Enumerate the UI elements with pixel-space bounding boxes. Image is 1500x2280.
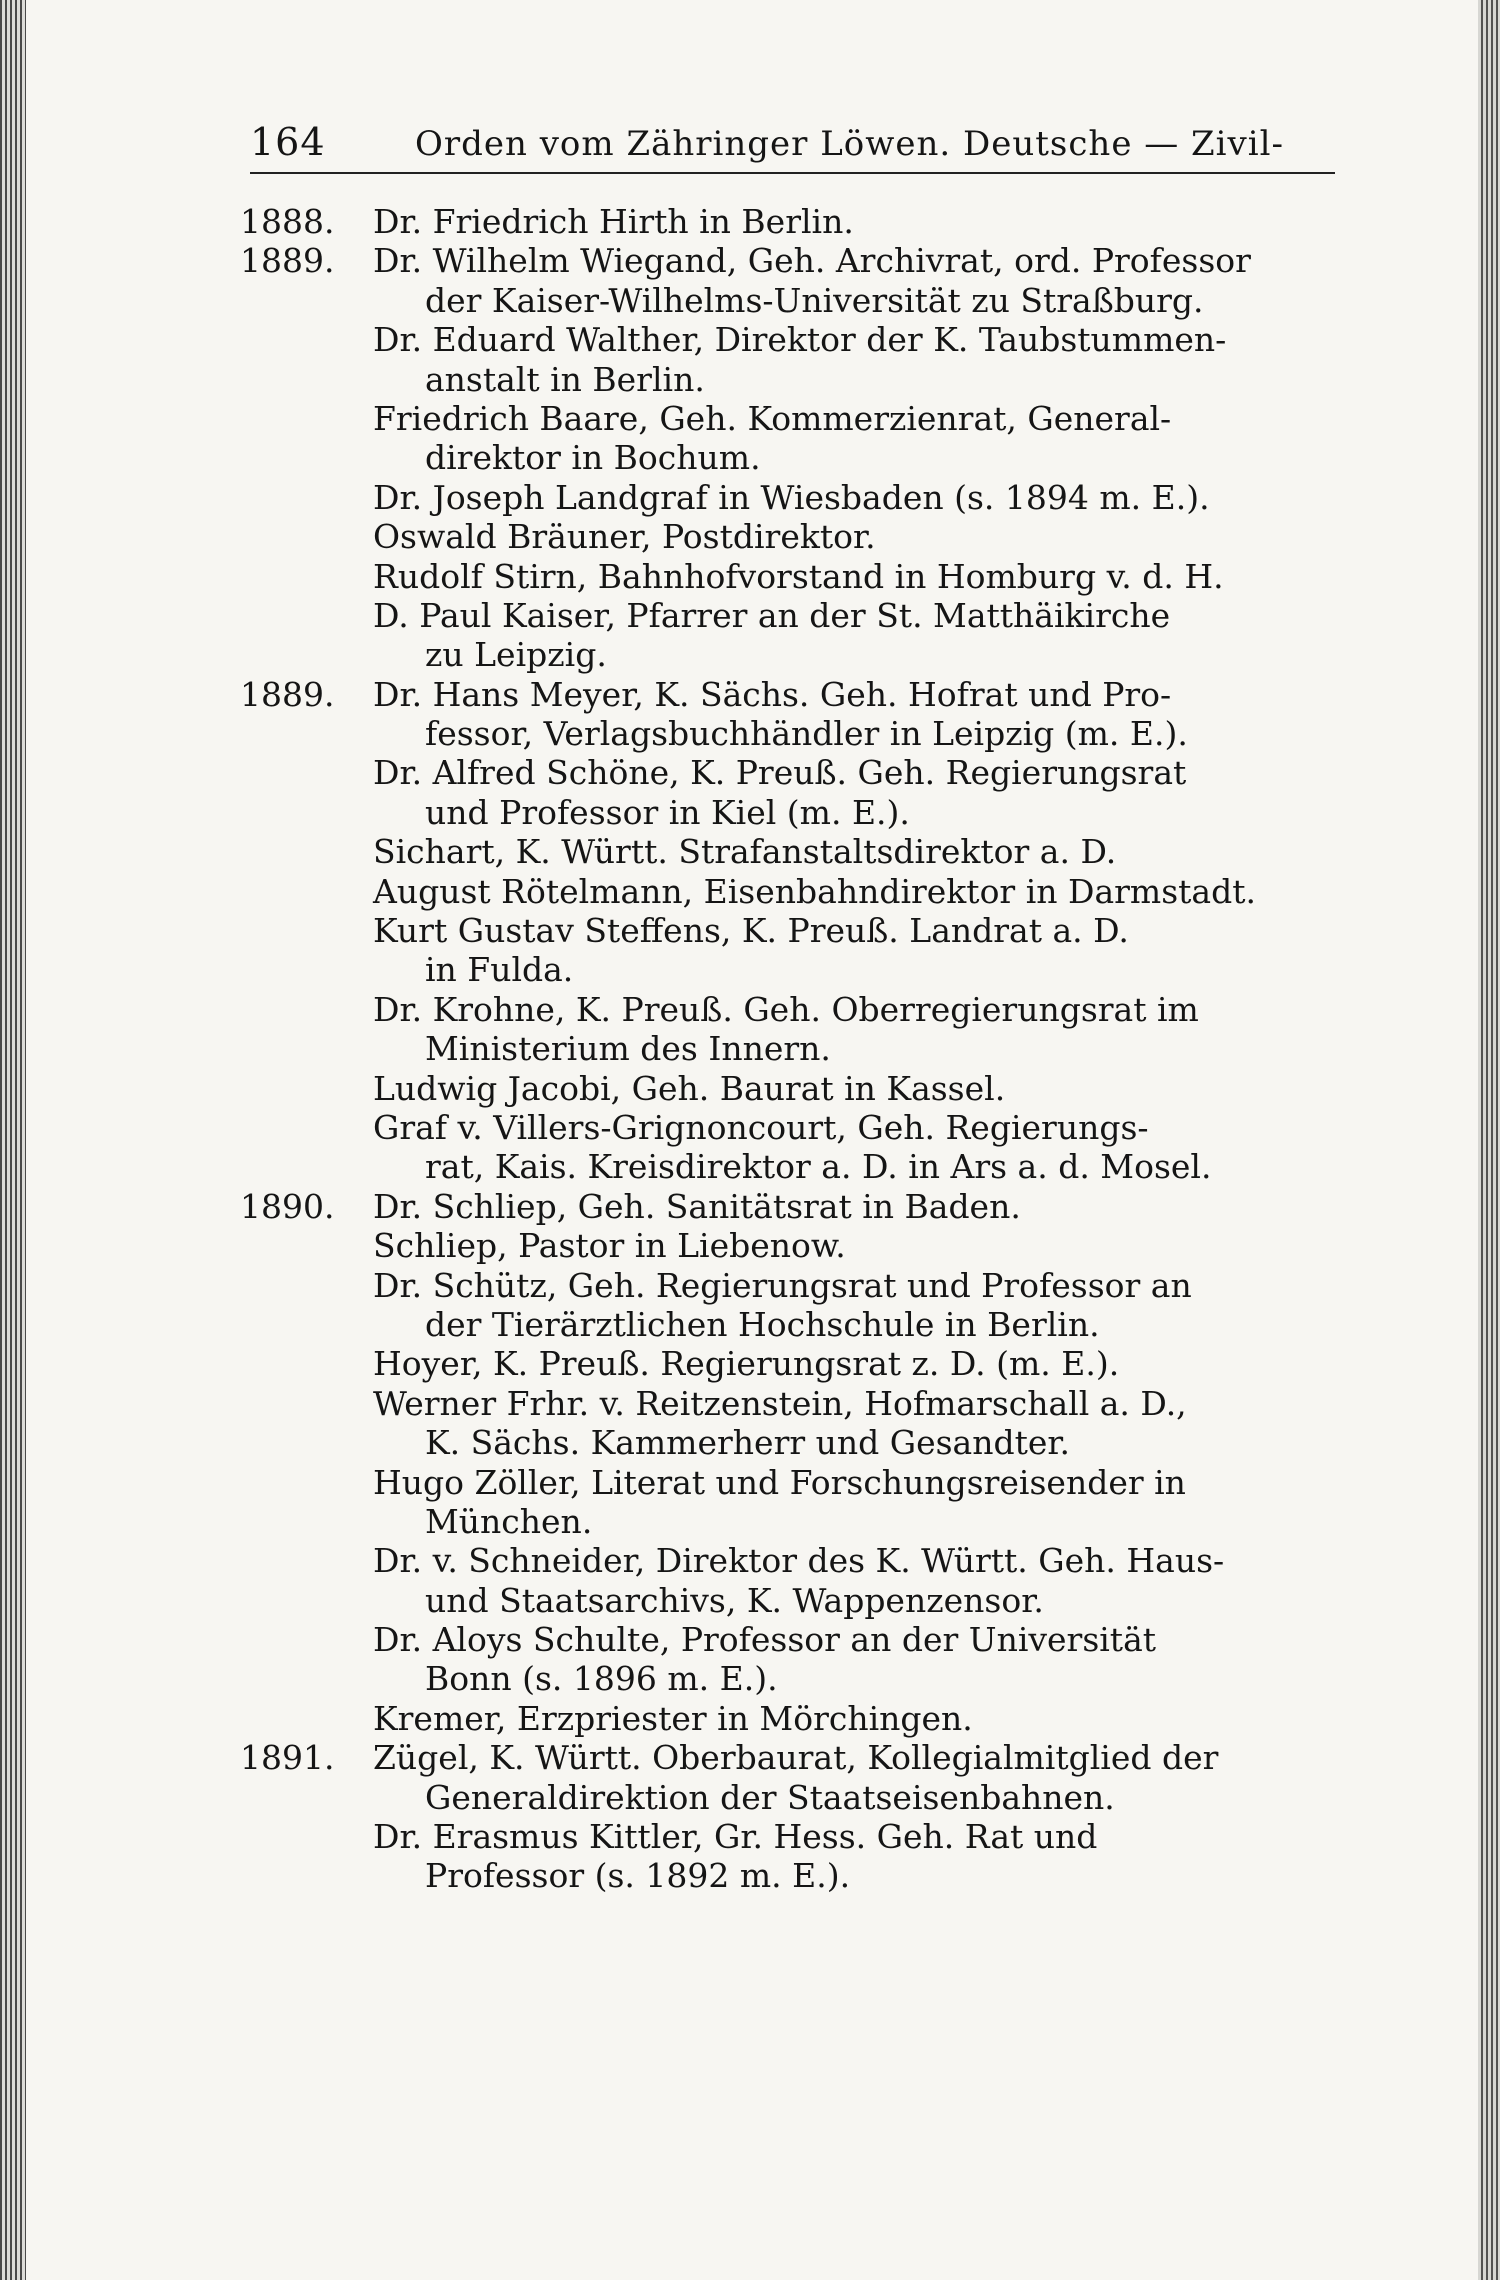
entry-line bbox=[240, 675, 1350, 714]
entry-text: Professor (s. 1892 m. E.). bbox=[425, 1856, 851, 1896]
entry-line bbox=[240, 1502, 1350, 1541]
entry-line bbox=[240, 832, 1350, 871]
entry-text: Dr. Erasmus Kittler, Gr. Hess. Geh. Rat und bbox=[373, 1817, 1098, 1857]
entry-text: Ludwig Jacobi, Geh. Baurat in Kassel. bbox=[373, 1068, 1006, 1108]
entry-line bbox=[240, 1738, 1350, 1777]
entry-text: der Tierärztlichen Hochschule in Berlin. bbox=[425, 1304, 1100, 1344]
entry-line bbox=[240, 557, 1350, 596]
entry-year: 1890. bbox=[240, 1186, 335, 1226]
entry-text: Dr. Krohne, K. Preuß. Geh. Oberregierungsrat im bbox=[373, 989, 1199, 1029]
entry-text: Ministerium des Innern. bbox=[425, 1029, 831, 1069]
entry-text: Dr. Friedrich Hirth in Berlin. bbox=[373, 202, 854, 241]
entry-text: Generaldirektion der Staatseisenbahnen. bbox=[425, 1777, 1115, 1817]
entry-text: Dr. Schliep, Geh. Sanitätsrat in Baden. bbox=[373, 1186, 1021, 1226]
entry-text: Dr. Eduard Walther, Direktor der K. Taubstummen- bbox=[373, 320, 1227, 360]
entry-line bbox=[240, 1541, 1350, 1580]
entry-text: Dr. Schütz, Geh. Regierungsrat und Professor an bbox=[373, 1265, 1192, 1305]
entry-line bbox=[240, 1069, 1350, 1108]
entry-line bbox=[240, 1817, 1350, 1856]
entry-line bbox=[240, 1620, 1350, 1659]
entry-line bbox=[240, 635, 1350, 674]
entry-text: direktor in Bochum. bbox=[425, 438, 761, 478]
entry-text: Friedrich Baare, Geh. Kommerzienrat, General- bbox=[373, 398, 1172, 438]
entry-line bbox=[240, 1344, 1350, 1383]
entry-line bbox=[240, 1147, 1350, 1186]
entry-year: 1891. bbox=[240, 1738, 335, 1778]
entry-line bbox=[240, 1856, 1350, 1895]
entry-text: Dr. Aloys Schulte, Professor an der Universität bbox=[373, 1620, 1157, 1660]
entry-line bbox=[240, 911, 1350, 950]
entry-line bbox=[240, 320, 1350, 359]
entry-line bbox=[240, 714, 1350, 753]
entry-text: D. Paul Kaiser, Pfarrer an der St. Matthäikirche bbox=[373, 595, 1171, 635]
entry-line bbox=[240, 399, 1350, 438]
entry-year: 1889. bbox=[240, 674, 335, 714]
entry-line bbox=[240, 360, 1350, 399]
entry-text: Werner Frhr. v. Reitzenstein, Hofmarschall a. D., bbox=[373, 1383, 1187, 1423]
entry-text: Graf v. Villers-Grignoncourt, Geh. Regierungs- bbox=[373, 1107, 1149, 1147]
entry-text: Zügel, K. Württ. Oberbaurat, Kollegialmitglied der bbox=[373, 1738, 1219, 1778]
entry-text: Oswald Bräuner, Postdirektor. bbox=[373, 517, 876, 557]
entry-text: rat, Kais. Kreisdirektor a. D. in Ars a. d. Mosel. bbox=[425, 1147, 1212, 1187]
entry-line bbox=[240, 872, 1350, 911]
entry-text: Bonn (s. 1896 m. E.). bbox=[425, 1659, 778, 1699]
entry-line bbox=[240, 950, 1350, 989]
entry-text: und Professor in Kiel (m. E.). bbox=[425, 792, 910, 832]
entry-text: Dr. Joseph Landgraf in Wiesbaden (s. 1894 m. E.). bbox=[373, 477, 1210, 517]
entry-year: 1888. bbox=[240, 202, 335, 241]
entry-text: in Fulda. bbox=[425, 950, 574, 990]
entry-line bbox=[240, 596, 1350, 635]
entry-line bbox=[240, 1463, 1350, 1502]
entry-text: zu Leipzig. bbox=[425, 635, 607, 675]
entry-text: Dr. v. Schneider, Direktor des K. Württ. Geh. Haus- bbox=[373, 1541, 1225, 1581]
entry-year: 1889. bbox=[240, 241, 335, 281]
entry-list bbox=[240, 202, 1350, 1896]
entry-text: Hugo Zöller, Literat und Forschungsreisender in bbox=[373, 1462, 1186, 1502]
entry-line bbox=[240, 1266, 1350, 1305]
entry-line bbox=[240, 1029, 1350, 1068]
entry-text: Rudolf Stirn, Bahnhofvorstand in Homburg v. d. H. bbox=[373, 556, 1224, 596]
entry-line bbox=[240, 753, 1350, 792]
entry-line bbox=[240, 1187, 1350, 1226]
page-number: 164 bbox=[250, 120, 326, 164]
binding-edge-left bbox=[0, 0, 26, 2280]
entry-line bbox=[240, 1226, 1350, 1265]
entry-line bbox=[240, 1778, 1350, 1817]
entry-line bbox=[240, 517, 1350, 556]
entry-line bbox=[240, 1581, 1350, 1620]
entry-text: Hoyer, K. Preuß. Regierungsrat z. D. (m. E.). bbox=[373, 1344, 1120, 1384]
entry-line bbox=[240, 1305, 1350, 1344]
entry-text: Schliep, Pastor in Liebenow. bbox=[373, 1226, 846, 1266]
entry-text: Dr. Alfred Schöne, K. Preuß. Geh. Regierungsrat bbox=[373, 753, 1187, 793]
entry-line bbox=[240, 478, 1350, 517]
entry-text: München. bbox=[425, 1501, 593, 1541]
entry-line bbox=[240, 202, 1350, 241]
entry-line bbox=[240, 1423, 1350, 1462]
entry-text: Sichart, K. Württ. Strafanstaltsdirektor a. D. bbox=[373, 832, 1117, 872]
entry-text: fessor, Verlagsbuchhändler in Leipzig (m. E.). bbox=[425, 714, 1188, 754]
entry-line bbox=[240, 793, 1350, 832]
entry-text: Dr. Wilhelm Wiegand, Geh. Archivrat, ord. Professor bbox=[373, 241, 1251, 281]
page-header bbox=[250, 120, 1335, 176]
entry-text: und Staatsarchivs, K. Wappenzensor. bbox=[425, 1580, 1044, 1620]
entry-text: Kremer, Erzpriester in Mörchingen. bbox=[373, 1698, 973, 1738]
entry-text: anstalt in Berlin. bbox=[425, 359, 705, 399]
entry-line bbox=[240, 1659, 1350, 1698]
entry-line bbox=[240, 1699, 1350, 1738]
running-title: Orden vom Zähringer Löwen. Deutsche — Zivil- bbox=[415, 124, 1284, 164]
entry-text: der Kaiser-Wilhelms-Universität zu Straßburg. bbox=[425, 280, 1204, 320]
header-rule bbox=[250, 172, 1335, 174]
entry-text: K. Sächs. Kammerherr und Gesandter. bbox=[425, 1423, 1071, 1463]
entry-line bbox=[240, 1108, 1350, 1147]
entry-text: Kurt Gustav Steffens, K. Preuß. Landrat a. D. bbox=[373, 911, 1129, 951]
entry-line bbox=[240, 1384, 1350, 1423]
entry-line bbox=[240, 438, 1350, 477]
entry-line bbox=[240, 281, 1350, 320]
entry-line bbox=[240, 990, 1350, 1029]
entry-line bbox=[240, 241, 1350, 280]
binding-edge-right bbox=[1478, 0, 1500, 2280]
entry-text: August Rötelmann, Eisenbahndirektor in Darmstadt. bbox=[373, 871, 1256, 911]
entry-text: Dr. Hans Meyer, K. Sächs. Geh. Hofrat und Pro- bbox=[373, 674, 1172, 714]
